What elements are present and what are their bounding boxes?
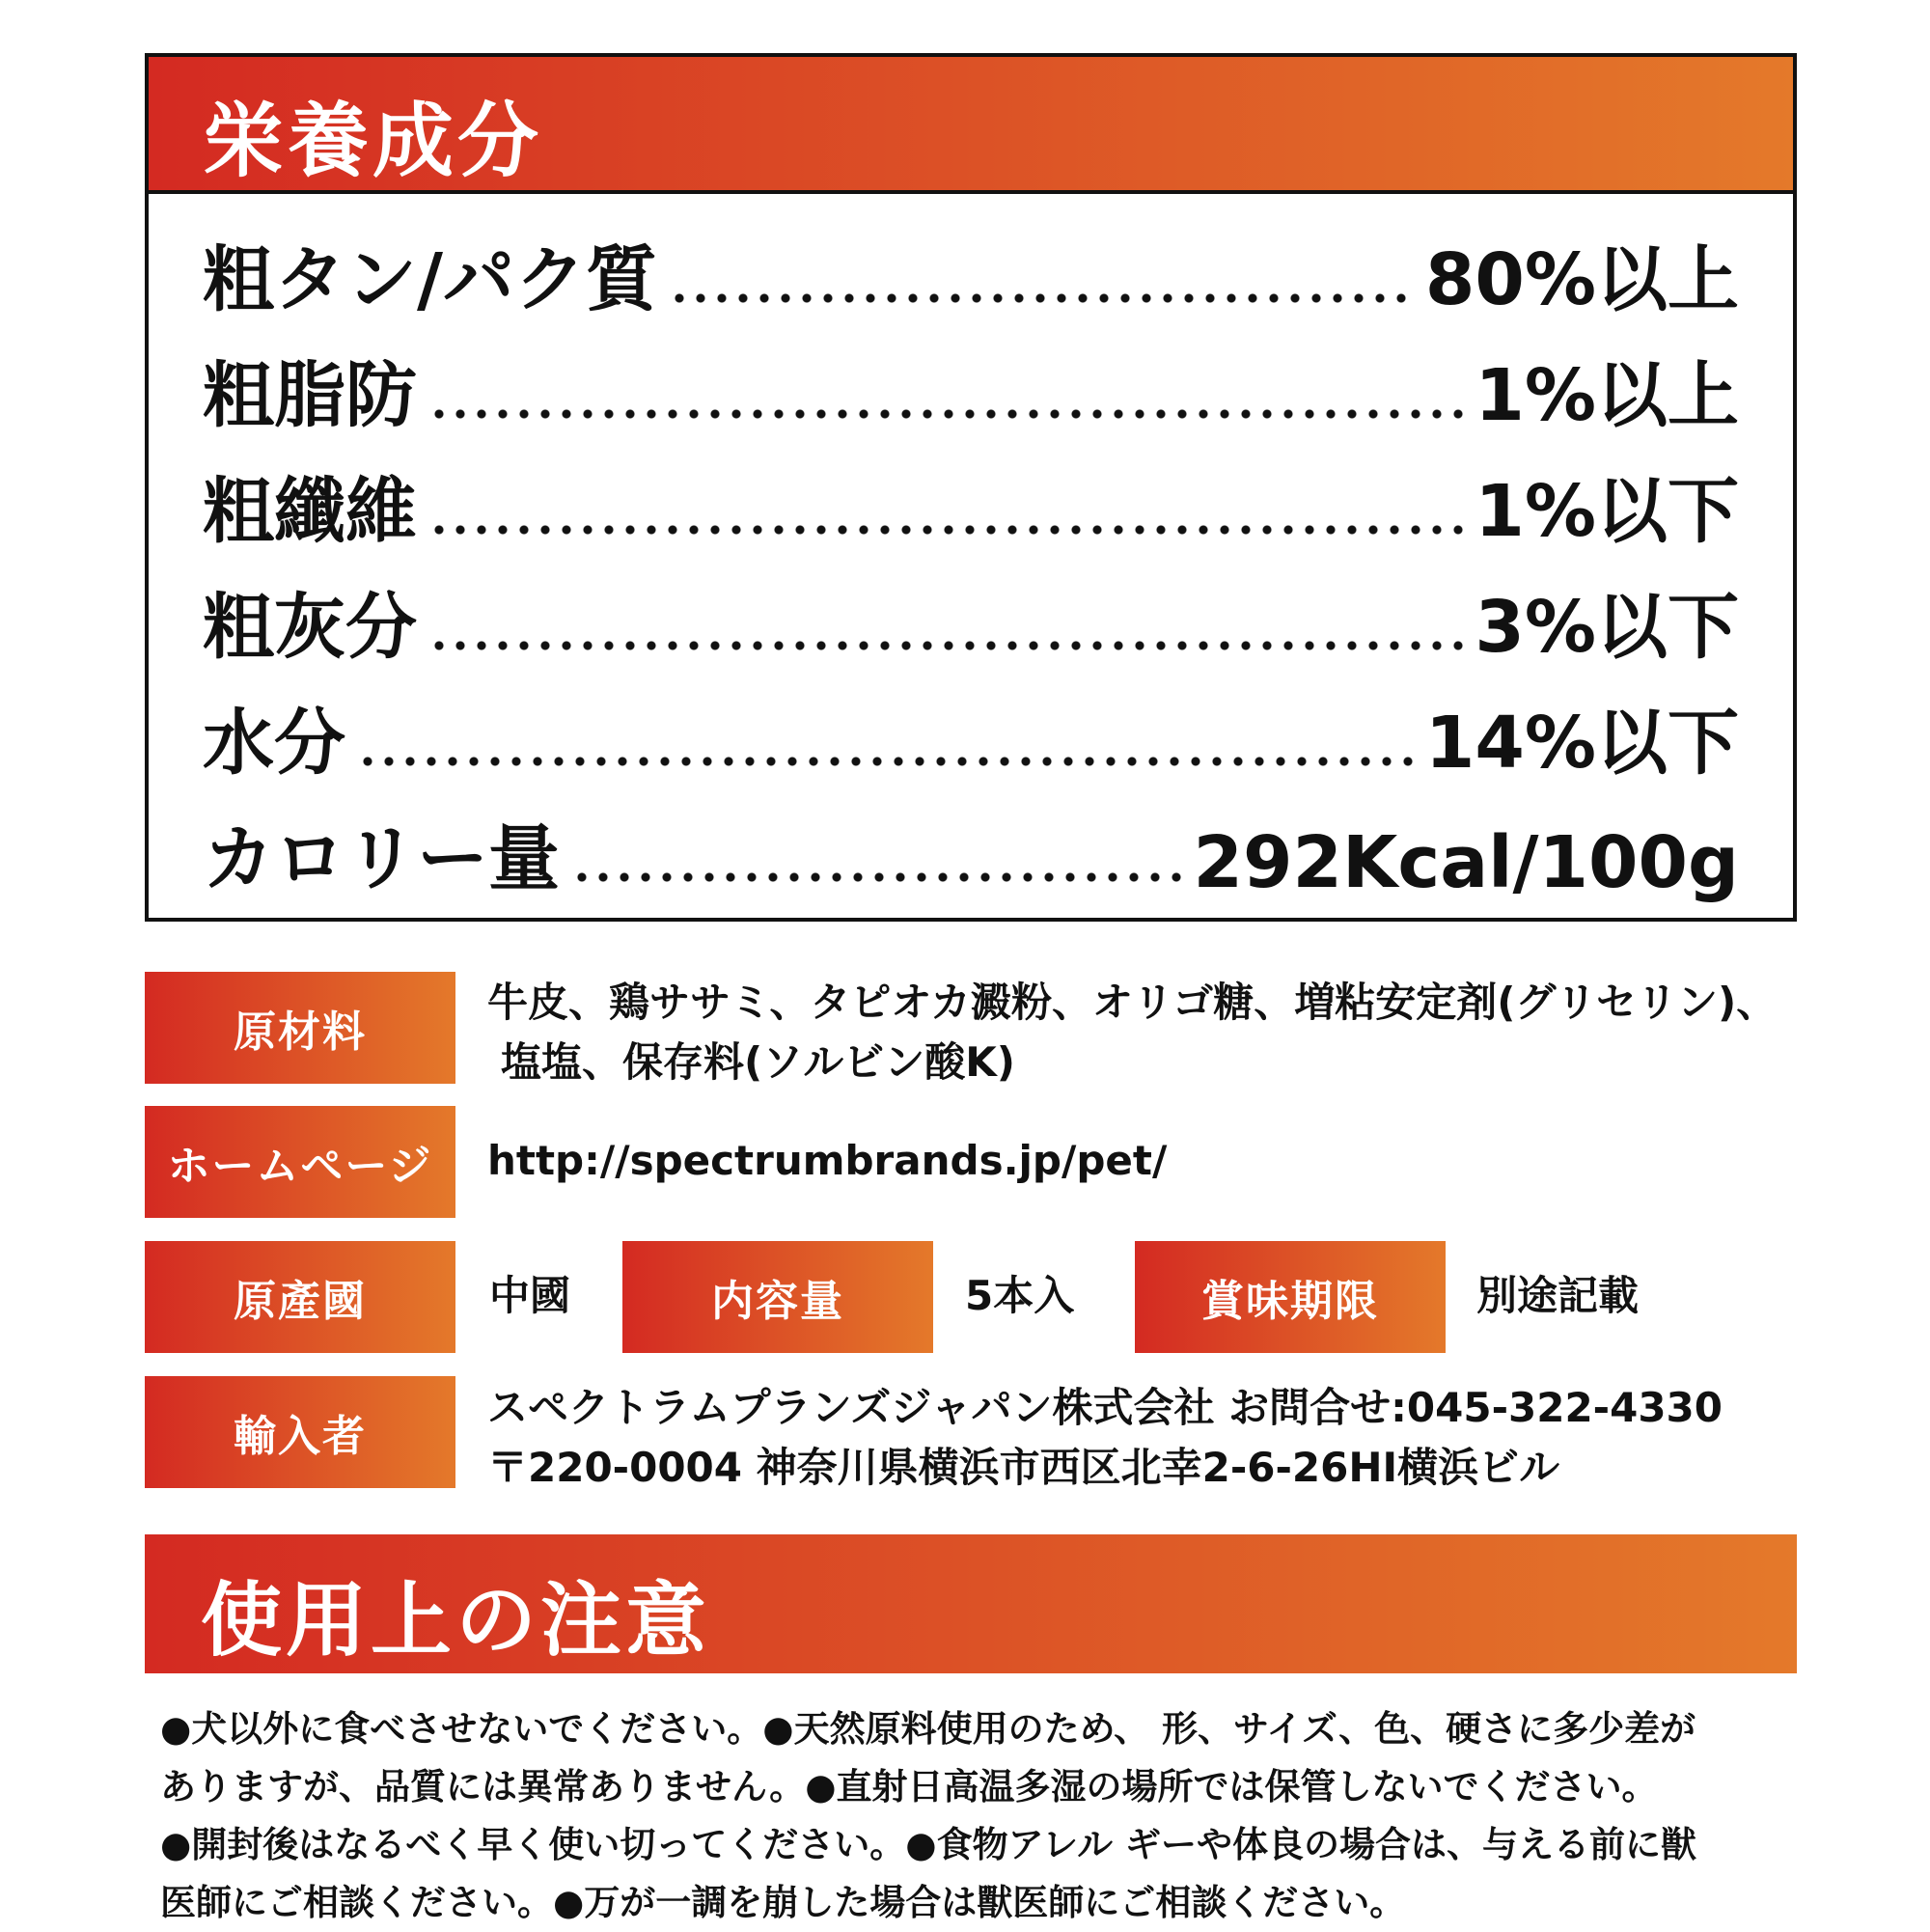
dot-leader xyxy=(669,292,1414,304)
homepage-label: ホームページ xyxy=(145,1106,455,1218)
ingredients-label: 原材料 xyxy=(145,972,455,1084)
contents-label: 内容量 xyxy=(622,1241,933,1353)
caution-header xyxy=(145,1534,1797,1673)
nutrition-row-fat xyxy=(203,345,1739,441)
caution-line: ●犬以外に食べさせないでください。●天然原料使用のため、 形、サイズ、色、硬さに多少差が xyxy=(160,1708,1696,1750)
importer-line: スペクトラムプランズジャパン株式会社 お問合せ:045-322-4330 xyxy=(487,1384,1723,1431)
nutrition-label: カロリー量 xyxy=(203,817,560,900)
nutrition-value: 3%以下 xyxy=(1475,586,1739,669)
nutrition-value: 1%以下 xyxy=(1475,470,1739,553)
caution-text xyxy=(160,1700,1897,1932)
nutrition-value: 292Kcal/100g xyxy=(1193,821,1739,904)
dot-leader xyxy=(357,756,1414,767)
origin-label: 原產國 xyxy=(145,1241,455,1353)
nutrition-row-moisture xyxy=(203,692,1739,788)
importer-label: 輸入者 xyxy=(145,1376,455,1488)
dot-leader xyxy=(428,524,1463,536)
nutrition-label: 水分 xyxy=(203,702,345,785)
origin-value: 中國 xyxy=(489,1272,571,1319)
caution-line: ありますが、品質には異常ありません。●直射日高温多湿の場所では保管しないでください。 xyxy=(160,1766,1658,1808)
dot-leader xyxy=(428,640,1463,651)
caution-title: 使用上の注意 xyxy=(201,1573,711,1668)
ingredients-text xyxy=(487,973,1777,1092)
expiry-label: 賞味期限 xyxy=(1135,1241,1446,1353)
caution-line: ●開封後はなるべく早く使い切ってください。●食物アレル ギーや体良の場合は、与える前に獣 xyxy=(160,1824,1697,1865)
nutrition-row-fiber xyxy=(203,460,1739,557)
ingredients-line: 牛皮、鶏ササミ、タピオカ澱粉、オリゴ糖、増粘安定剤(グリセリン)、 xyxy=(487,979,1778,1026)
ingredients-line: 塩塩、保存料(ソルビン酸K) xyxy=(501,1038,1015,1086)
nutrition-header xyxy=(149,57,1793,194)
nutrition-row-calories xyxy=(203,808,1739,904)
dot-leader xyxy=(428,408,1463,420)
expiry-value: 別途記載 xyxy=(1476,1272,1640,1319)
homepage-link[interactable]: http://spectrumbrands.jp/pet/ xyxy=(487,1137,1168,1184)
nutrition-label: 粗纖維 xyxy=(203,470,417,553)
nutrition-row-ash xyxy=(203,576,1739,673)
importer-text xyxy=(487,1378,1723,1498)
nutrition-title: 栄養成分 xyxy=(203,94,543,188)
contents-value: 5本入 xyxy=(965,1272,1075,1319)
nutrition-box xyxy=(145,53,1797,922)
nutrition-value: 1%以上 xyxy=(1475,354,1739,437)
nutrition-value: 14%以下 xyxy=(1424,702,1739,785)
nutrition-row-protein xyxy=(203,229,1739,325)
nutrition-label: 粗脂防 xyxy=(203,354,417,437)
dot-leader xyxy=(571,871,1182,883)
nutrition-value: 80%以上 xyxy=(1424,238,1739,321)
nutrition-label: 粗タン/パク質 xyxy=(203,238,658,321)
importer-line: 〒220-0004 神奈川県横浜市西区北幸2-6-26HI横浜ビル xyxy=(487,1444,1560,1491)
nutrition-label: 粗灰分 xyxy=(203,586,417,669)
caution-line: 医師にご相談ください。●万が一調を崩した場合は獸医師にご相談ください。 xyxy=(160,1882,1406,1923)
